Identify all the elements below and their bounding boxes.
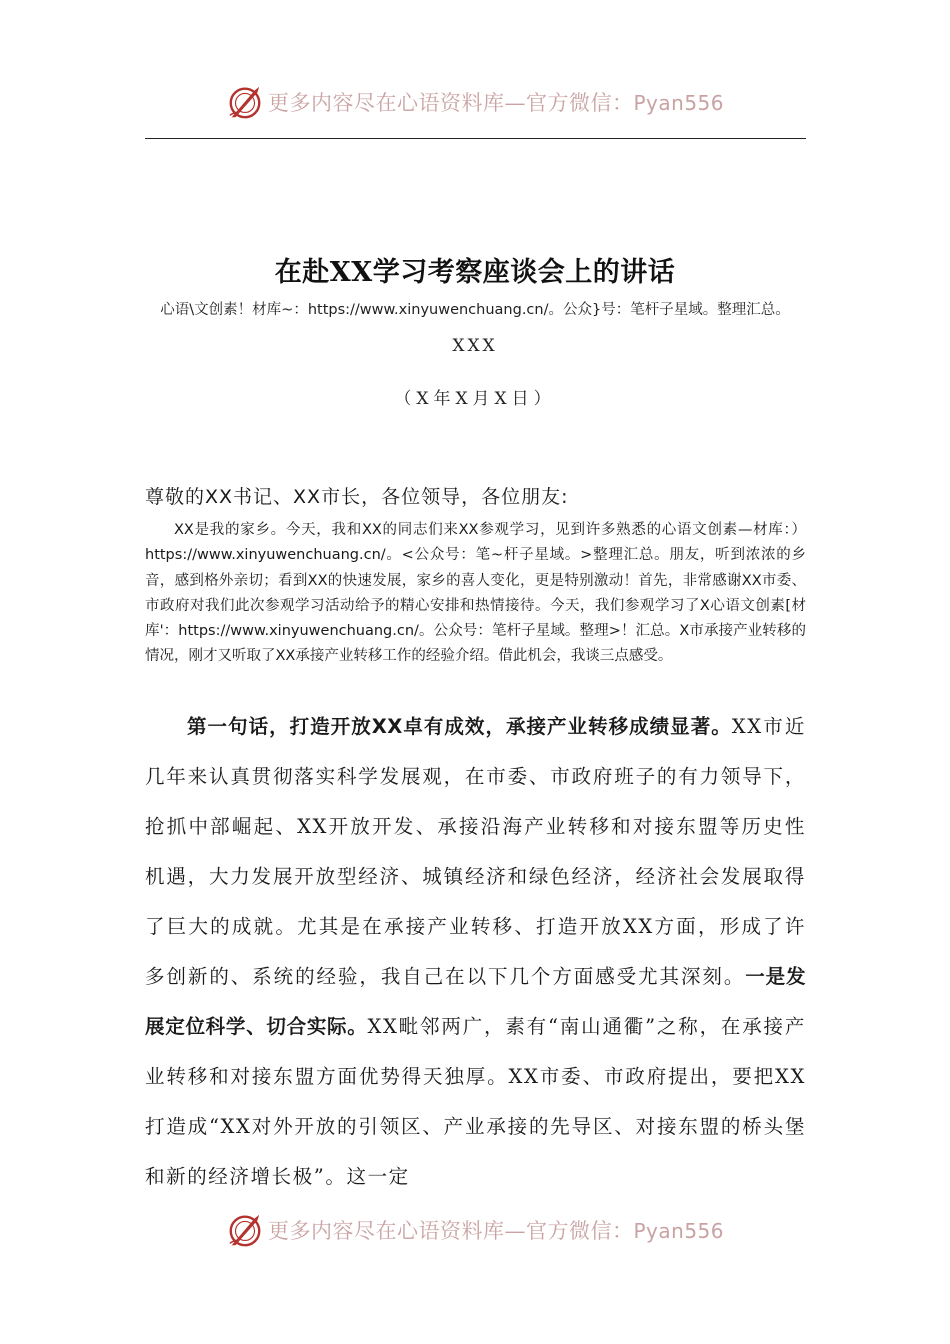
banner-wechat-id: Pyan556 [633,1219,724,1243]
author-name: XXX [452,336,498,356]
speech-date: （X年X月X日） [394,389,556,409]
footer-banner [0,1210,950,1250]
document-title: 在赴XX学习考察座谈会上的讲话 [274,257,676,288]
para1-text-b: XX毗邻两广，素有“南山通衢”之称，在承接产业转移和对接东盟方面优势得天独厚。XX市委、市政府提出，要把XX打造成“XX对外开放的引领区、产业承接的先导区、对接东盟的桥头堡和新的经济增长极”。这一定 [145,1015,806,1188]
banner-text [268,87,724,117]
quill-pen-logo-icon [226,1211,264,1249]
banner-official-label: 官方微信： [525,1219,634,1243]
banner-dash: — [504,1219,526,1243]
banner-official-label: 官方微信： [525,91,634,115]
banner-main-text: 更多内容尽在心语资料库 [267,91,505,115]
header-divider [145,138,806,139]
banner-text [268,1215,724,1245]
para1-text-a: XX市近几年来认真贯彻落实科学发展观，在市委、市政府班子的有力领导下，抢抓中部崛起、XX开放开发、承接沿海产业转移和对接东盟等历史性机遇，大力发展开放型经济、城镇经济和绿色经济，经济社会发展取得了巨大的成就。尤其是在承接产业转移、打造开放XX方面，形成了许多创新的、系统的经验，我自己在以下几个方面感受尤其深刻。 [145,715,806,988]
body-paragraph-1 [145,702,806,1202]
banner-dash: — [504,91,526,115]
para1-sub-heading: 一是发展定位科学、切合实际。 [145,965,806,1038]
para1-heading: 第一句话，打造开放XX卓有成效，承接产业转移成绩显著。 [187,715,732,738]
header-banner [0,82,950,122]
salutation: 尊敬的XX书记、XX市长，各位领导，各位朋友: [145,486,569,508]
banner-wechat-id: Pyan556 [633,91,724,115]
quill-pen-logo-icon [226,83,264,121]
banner-main-text: 更多内容尽在心语资料库 [267,1219,505,1243]
intro-paragraph: XX是我的家乡。今天，我和XX的同志们来XX参观学习，见到许多熟悉的心语文创素—材库：）https://www.xinyuwenchuang.cn/。<公众号：笔~杆子星域。>整理汇总。朋友，听到浓浓的乡音，感到格外亲切；看到XX的快速发展，家乡的喜人变化，更是特别激动！首先，非常感谢XX市委、市政府对我们此次参观学习活动给予的精心安排和热情接待。今天，我们参观学习了X心语文创素[材库'：https://www.xinyuwenchuang.cn/。公众号：笔杆子星域。整理>！汇总。X市承接产业转移的情况，刚才又听取了XX承接产业转移工作的经验介绍。借此机会，我谈三点感受。 [145,522,806,665]
source-note: 心语\文创素！材库~：https://www.xinyuwenchuang.cn/。公众}号：笔杆子星域。整理汇总。 [160,302,790,318]
